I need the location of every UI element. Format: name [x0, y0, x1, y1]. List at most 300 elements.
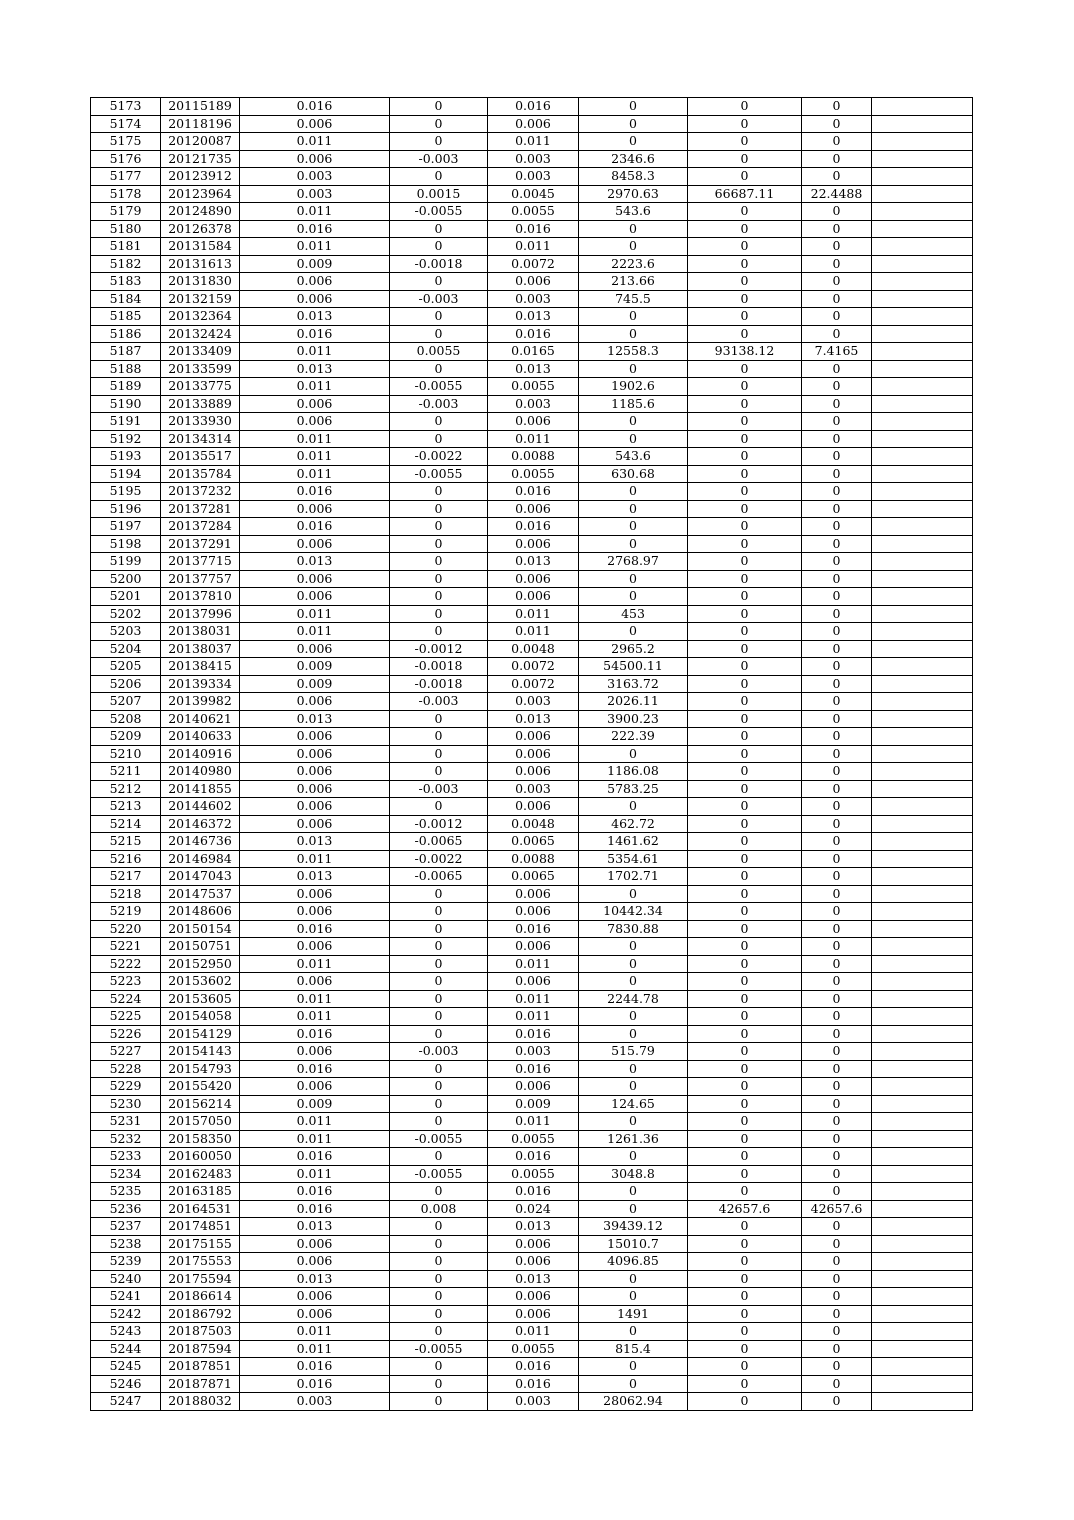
cell-total: 0	[688, 903, 802, 921]
cell-adjustment: 0	[390, 1095, 488, 1113]
cell-amount: 213.66	[579, 273, 688, 291]
cell-amount: 8458.3	[579, 168, 688, 186]
cell-adjustment: 0	[390, 570, 488, 588]
cell-adjustment: 0	[390, 1375, 488, 1393]
cell-blank	[872, 535, 973, 553]
cell-id: 20137996	[161, 605, 240, 623]
cell-blank	[872, 658, 973, 676]
cell-id: 20148606	[161, 903, 240, 921]
cell-value-a: 0.006	[240, 273, 390, 291]
cell-total: 0	[688, 1165, 802, 1183]
cell-ratio: 0	[802, 133, 872, 151]
cell-value-a: 0.009	[240, 1095, 390, 1113]
cell-total: 0	[688, 1375, 802, 1393]
cell-amount: 2768.97	[579, 553, 688, 571]
cell-amount: 7830.88	[579, 920, 688, 938]
cell-blank	[872, 1183, 973, 1201]
cell-total: 0	[688, 430, 802, 448]
table-row	[91, 168, 973, 186]
cell-ratio: 0	[802, 413, 872, 431]
cell-amount: 0	[579, 1078, 688, 1096]
cell-amount: 2965.2	[579, 640, 688, 658]
cell-id: 20115189	[161, 98, 240, 116]
cell-total: 0	[688, 728, 802, 746]
cell-value-b: 0.013	[488, 1270, 579, 1288]
cell-row-number: 5187	[91, 343, 161, 361]
cell-amount: 745.5	[579, 290, 688, 308]
cell-value-a: 0.013	[240, 360, 390, 378]
cell-id: 20124890	[161, 203, 240, 221]
cell-row-number: 5192	[91, 430, 161, 448]
cell-blank	[872, 1305, 973, 1323]
cell-row-number: 5241	[91, 1288, 161, 1306]
cell-ratio: 0	[802, 955, 872, 973]
cell-value-a: 0.006	[240, 640, 390, 658]
cell-blank	[872, 133, 973, 151]
cell-row-number: 5199	[91, 553, 161, 571]
cell-ratio: 0	[802, 448, 872, 466]
cell-amount: 0	[579, 570, 688, 588]
cell-blank	[872, 605, 973, 623]
cell-value-a: 0.011	[240, 465, 390, 483]
cell-adjustment: -0.0055	[390, 465, 488, 483]
cell-row-number: 5231	[91, 1113, 161, 1131]
cell-amount: 2346.6	[579, 150, 688, 168]
cell-row-number: 5206	[91, 675, 161, 693]
cell-value-b: 0.006	[488, 570, 579, 588]
cell-amount: 0	[579, 1288, 688, 1306]
cell-total: 0	[688, 780, 802, 798]
cell-ratio: 0	[802, 290, 872, 308]
cell-value-a: 0.006	[240, 115, 390, 133]
cell-value-b: 0.024	[488, 1200, 579, 1218]
cell-blank	[872, 430, 973, 448]
cell-total: 0	[688, 150, 802, 168]
cell-row-number: 5223	[91, 973, 161, 991]
cell-ratio: 0	[802, 220, 872, 238]
cell-total: 0	[688, 973, 802, 991]
table-row	[91, 1043, 973, 1061]
cell-id: 20131830	[161, 273, 240, 291]
cell-amount: 0	[579, 938, 688, 956]
cell-id: 20187594	[161, 1340, 240, 1358]
cell-value-a: 0.016	[240, 1148, 390, 1166]
cell-value-a: 0.006	[240, 1253, 390, 1271]
cell-total: 0	[688, 378, 802, 396]
table-row	[91, 1008, 973, 1026]
cell-ratio: 0	[802, 1060, 872, 1078]
cell-value-a: 0.013	[240, 1270, 390, 1288]
cell-value-b: 0.016	[488, 220, 579, 238]
cell-row-number: 5179	[91, 203, 161, 221]
cell-value-a: 0.011	[240, 955, 390, 973]
cell-row-number: 5207	[91, 693, 161, 711]
cell-adjustment: 0	[390, 308, 488, 326]
cell-ratio: 0	[802, 203, 872, 221]
cell-row-number: 5196	[91, 500, 161, 518]
cell-adjustment: 0	[390, 360, 488, 378]
cell-blank	[872, 1060, 973, 1078]
cell-id: 20152950	[161, 955, 240, 973]
cell-value-a: 0.006	[240, 1078, 390, 1096]
table-row	[91, 763, 973, 781]
table-row	[91, 1113, 973, 1131]
cell-value-b: 0.016	[488, 1060, 579, 1078]
cell-total: 0	[688, 693, 802, 711]
cell-row-number: 5213	[91, 798, 161, 816]
cell-blank	[872, 903, 973, 921]
cell-row-number: 5198	[91, 535, 161, 553]
table-row	[91, 990, 973, 1008]
cell-blank	[872, 1358, 973, 1376]
cell-amount: 0	[579, 483, 688, 501]
cell-ratio: 0	[802, 763, 872, 781]
cell-id: 20141855	[161, 780, 240, 798]
cell-blank	[872, 1253, 973, 1271]
table-row	[91, 815, 973, 833]
table-row	[91, 220, 973, 238]
cell-total: 0	[688, 605, 802, 623]
table-row	[91, 745, 973, 763]
cell-id: 20133409	[161, 343, 240, 361]
cell-row-number: 5211	[91, 763, 161, 781]
cell-row-number: 5186	[91, 325, 161, 343]
cell-value-a: 0.011	[240, 1008, 390, 1026]
cell-blank	[872, 1270, 973, 1288]
cell-row-number: 5201	[91, 588, 161, 606]
cell-amount: 543.6	[579, 203, 688, 221]
cell-total: 0	[688, 308, 802, 326]
table-row	[91, 798, 973, 816]
cell-total: 0	[688, 553, 802, 571]
data-table	[90, 97, 973, 1411]
cell-value-a: 0.016	[240, 1025, 390, 1043]
table-row	[91, 588, 973, 606]
cell-ratio: 0	[802, 168, 872, 186]
cell-amount: 0	[579, 798, 688, 816]
cell-adjustment: 0	[390, 1393, 488, 1411]
cell-ratio: 0	[802, 1130, 872, 1148]
cell-row-number: 5233	[91, 1148, 161, 1166]
table-row	[91, 238, 973, 256]
cell-adjustment: 0	[390, 273, 488, 291]
cell-adjustment: 0	[390, 1323, 488, 1341]
cell-row-number: 5235	[91, 1183, 161, 1201]
table-row	[91, 518, 973, 536]
cell-amount: 0	[579, 535, 688, 553]
table-row	[91, 1375, 973, 1393]
cell-total: 0	[688, 833, 802, 851]
cell-value-b: 0.006	[488, 1235, 579, 1253]
cell-blank	[872, 150, 973, 168]
cell-id: 20155420	[161, 1078, 240, 1096]
cell-ratio: 0	[802, 1218, 872, 1236]
cell-row-number: 5178	[91, 185, 161, 203]
cell-blank	[872, 1340, 973, 1358]
cell-value-a: 0.013	[240, 308, 390, 326]
table-row	[91, 1253, 973, 1271]
cell-adjustment: -0.0018	[390, 255, 488, 273]
cell-amount: 0	[579, 1375, 688, 1393]
cell-adjustment: 0.0015	[390, 185, 488, 203]
table-row	[91, 868, 973, 886]
cell-ratio: 0	[802, 430, 872, 448]
cell-adjustment: 0	[390, 500, 488, 518]
cell-ratio: 0	[802, 990, 872, 1008]
cell-total: 42657.6	[688, 1200, 802, 1218]
cell-ratio: 0	[802, 325, 872, 343]
cell-blank	[872, 360, 973, 378]
cell-adjustment: 0.0055	[390, 343, 488, 361]
cell-adjustment: -0.0022	[390, 850, 488, 868]
cell-row-number: 5181	[91, 238, 161, 256]
cell-ratio: 0	[802, 483, 872, 501]
cell-adjustment: 0	[390, 938, 488, 956]
cell-value-a: 0.009	[240, 255, 390, 273]
cell-amount: 453	[579, 605, 688, 623]
cell-blank	[872, 1393, 973, 1411]
cell-ratio: 0	[802, 273, 872, 291]
cell-adjustment: -0.003	[390, 150, 488, 168]
table-row	[91, 535, 973, 553]
cell-blank	[872, 1025, 973, 1043]
cell-value-a: 0.006	[240, 1235, 390, 1253]
table-row	[91, 98, 973, 116]
cell-blank	[872, 273, 973, 291]
cell-total: 0	[688, 273, 802, 291]
cell-value-b: 0.0072	[488, 658, 579, 676]
table-row	[91, 553, 973, 571]
cell-adjustment: 0	[390, 1270, 488, 1288]
cell-value-a: 0.006	[240, 413, 390, 431]
cell-total: 0	[688, 1288, 802, 1306]
cell-amount: 630.68	[579, 465, 688, 483]
cell-adjustment: 0	[390, 920, 488, 938]
cell-amount: 3163.72	[579, 675, 688, 693]
cell-row-number: 5228	[91, 1060, 161, 1078]
cell-blank	[872, 745, 973, 763]
cell-blank	[872, 115, 973, 133]
cell-id: 20158350	[161, 1130, 240, 1148]
table-row	[91, 185, 973, 203]
cell-value-a: 0.011	[240, 1113, 390, 1131]
cell-total: 0	[688, 1008, 802, 1026]
cell-id: 20126378	[161, 220, 240, 238]
cell-id: 20146984	[161, 850, 240, 868]
cell-total: 0	[688, 238, 802, 256]
cell-row-number: 5246	[91, 1375, 161, 1393]
cell-amount: 1702.71	[579, 868, 688, 886]
cell-value-a: 0.016	[240, 325, 390, 343]
cell-adjustment: -0.0018	[390, 658, 488, 676]
cell-ratio: 0	[802, 833, 872, 851]
cell-amount: 0	[579, 238, 688, 256]
table-row	[91, 115, 973, 133]
cell-adjustment: -0.003	[390, 693, 488, 711]
cell-value-a: 0.006	[240, 150, 390, 168]
cell-adjustment: -0.0012	[390, 640, 488, 658]
cell-amount: 0	[579, 115, 688, 133]
cell-total: 0	[688, 325, 802, 343]
table-row	[91, 640, 973, 658]
cell-value-b: 0.006	[488, 938, 579, 956]
cell-ratio: 0	[802, 553, 872, 571]
cell-row-number: 5232	[91, 1130, 161, 1148]
table-row	[91, 1200, 973, 1218]
cell-value-b: 0.011	[488, 623, 579, 641]
cell-amount: 39439.12	[579, 1218, 688, 1236]
cell-value-b: 0.003	[488, 1043, 579, 1061]
table-row	[91, 1358, 973, 1376]
cell-blank	[872, 1043, 973, 1061]
cell-value-a: 0.013	[240, 868, 390, 886]
cell-value-a: 0.011	[240, 238, 390, 256]
cell-id: 20187503	[161, 1323, 240, 1341]
cell-total: 0	[688, 745, 802, 763]
cell-id: 20138037	[161, 640, 240, 658]
cell-amount: 0	[579, 1025, 688, 1043]
cell-value-b: 0.0055	[488, 1165, 579, 1183]
cell-value-a: 0.003	[240, 168, 390, 186]
table-row	[91, 675, 973, 693]
cell-blank	[872, 343, 973, 361]
cell-blank	[872, 1148, 973, 1166]
cell-amount: 0	[579, 1148, 688, 1166]
cell-ratio: 0	[802, 1148, 872, 1166]
cell-value-a: 0.016	[240, 1358, 390, 1376]
cell-id: 20146736	[161, 833, 240, 851]
cell-blank	[872, 955, 973, 973]
cell-id: 20132159	[161, 290, 240, 308]
cell-value-b: 0.006	[488, 588, 579, 606]
cell-blank	[872, 255, 973, 273]
cell-ratio: 0	[802, 885, 872, 903]
cell-value-a: 0.006	[240, 780, 390, 798]
cell-total: 0	[688, 1043, 802, 1061]
cell-row-number: 5219	[91, 903, 161, 921]
cell-value-b: 0.016	[488, 920, 579, 938]
cell-value-b: 0.011	[488, 955, 579, 973]
cell-amount: 462.72	[579, 815, 688, 833]
cell-amount: 15010.7	[579, 1235, 688, 1253]
cell-blank	[872, 185, 973, 203]
cell-value-b: 0.0088	[488, 448, 579, 466]
cell-amount: 0	[579, 430, 688, 448]
cell-amount: 0	[579, 588, 688, 606]
cell-total: 0	[688, 115, 802, 133]
cell-row-number: 5217	[91, 868, 161, 886]
cell-total: 0	[688, 535, 802, 553]
cell-value-a: 0.016	[240, 1200, 390, 1218]
cell-row-number: 5208	[91, 710, 161, 728]
cell-value-b: 0.011	[488, 238, 579, 256]
cell-blank	[872, 220, 973, 238]
cell-row-number: 5191	[91, 413, 161, 431]
cell-value-a: 0.016	[240, 98, 390, 116]
cell-adjustment: -0.0055	[390, 378, 488, 396]
cell-ratio: 0	[802, 255, 872, 273]
cell-value-a: 0.006	[240, 588, 390, 606]
cell-value-a: 0.016	[240, 1183, 390, 1201]
table-row	[91, 1340, 973, 1358]
cell-id: 20157050	[161, 1113, 240, 1131]
cell-amount: 28062.94	[579, 1393, 688, 1411]
cell-total: 0	[688, 623, 802, 641]
cell-id: 20139982	[161, 693, 240, 711]
cell-total: 0	[688, 518, 802, 536]
cell-ratio: 0	[802, 395, 872, 413]
cell-blank	[872, 448, 973, 466]
cell-row-number: 5238	[91, 1235, 161, 1253]
cell-amount: 1261.36	[579, 1130, 688, 1148]
cell-value-b: 0.003	[488, 395, 579, 413]
cell-amount: 0	[579, 973, 688, 991]
cell-value-a: 0.003	[240, 185, 390, 203]
cell-amount: 0	[579, 325, 688, 343]
cell-row-number: 5245	[91, 1358, 161, 1376]
table-row	[91, 1393, 973, 1411]
cell-row-number: 5173	[91, 98, 161, 116]
cell-blank	[872, 1218, 973, 1236]
cell-blank	[872, 413, 973, 431]
cell-amount: 543.6	[579, 448, 688, 466]
cell-ratio: 0	[802, 920, 872, 938]
cell-value-b: 0.006	[488, 973, 579, 991]
table-row	[91, 413, 973, 431]
cell-id: 20146372	[161, 815, 240, 833]
cell-id: 20186614	[161, 1288, 240, 1306]
cell-ratio: 0	[802, 798, 872, 816]
cell-id: 20163185	[161, 1183, 240, 1201]
cell-id: 20153602	[161, 973, 240, 991]
table-row	[91, 920, 973, 938]
cell-amount: 1186.08	[579, 763, 688, 781]
cell-value-a: 0.003	[240, 1393, 390, 1411]
cell-ratio: 0	[802, 518, 872, 536]
cell-ratio: 0	[802, 1358, 872, 1376]
cell-adjustment: 0	[390, 1148, 488, 1166]
cell-adjustment: 0	[390, 1183, 488, 1201]
cell-ratio: 0	[802, 1305, 872, 1323]
cell-adjustment: -0.0065	[390, 833, 488, 851]
cell-id: 20120087	[161, 133, 240, 151]
cell-total: 0	[688, 1148, 802, 1166]
cell-id: 20135517	[161, 448, 240, 466]
cell-amount: 124.65	[579, 1095, 688, 1113]
table-row	[91, 378, 973, 396]
cell-value-a: 0.011	[240, 1340, 390, 1358]
cell-value-a: 0.016	[240, 1060, 390, 1078]
cell-value-b: 0.013	[488, 360, 579, 378]
cell-value-a: 0.013	[240, 553, 390, 571]
cell-ratio: 0	[802, 938, 872, 956]
cell-ratio: 0	[802, 1183, 872, 1201]
cell-total: 0	[688, 1393, 802, 1411]
cell-id: 20175594	[161, 1270, 240, 1288]
cell-row-number: 5190	[91, 395, 161, 413]
cell-amount: 10442.34	[579, 903, 688, 921]
cell-value-a: 0.016	[240, 518, 390, 536]
cell-blank	[872, 868, 973, 886]
cell-blank	[872, 798, 973, 816]
cell-amount: 1902.6	[579, 378, 688, 396]
cell-row-number: 5212	[91, 780, 161, 798]
cell-ratio: 0	[802, 1340, 872, 1358]
cell-value-b: 0.006	[488, 500, 579, 518]
cell-id: 20137810	[161, 588, 240, 606]
cell-id: 20147043	[161, 868, 240, 886]
cell-ratio: 0	[802, 308, 872, 326]
